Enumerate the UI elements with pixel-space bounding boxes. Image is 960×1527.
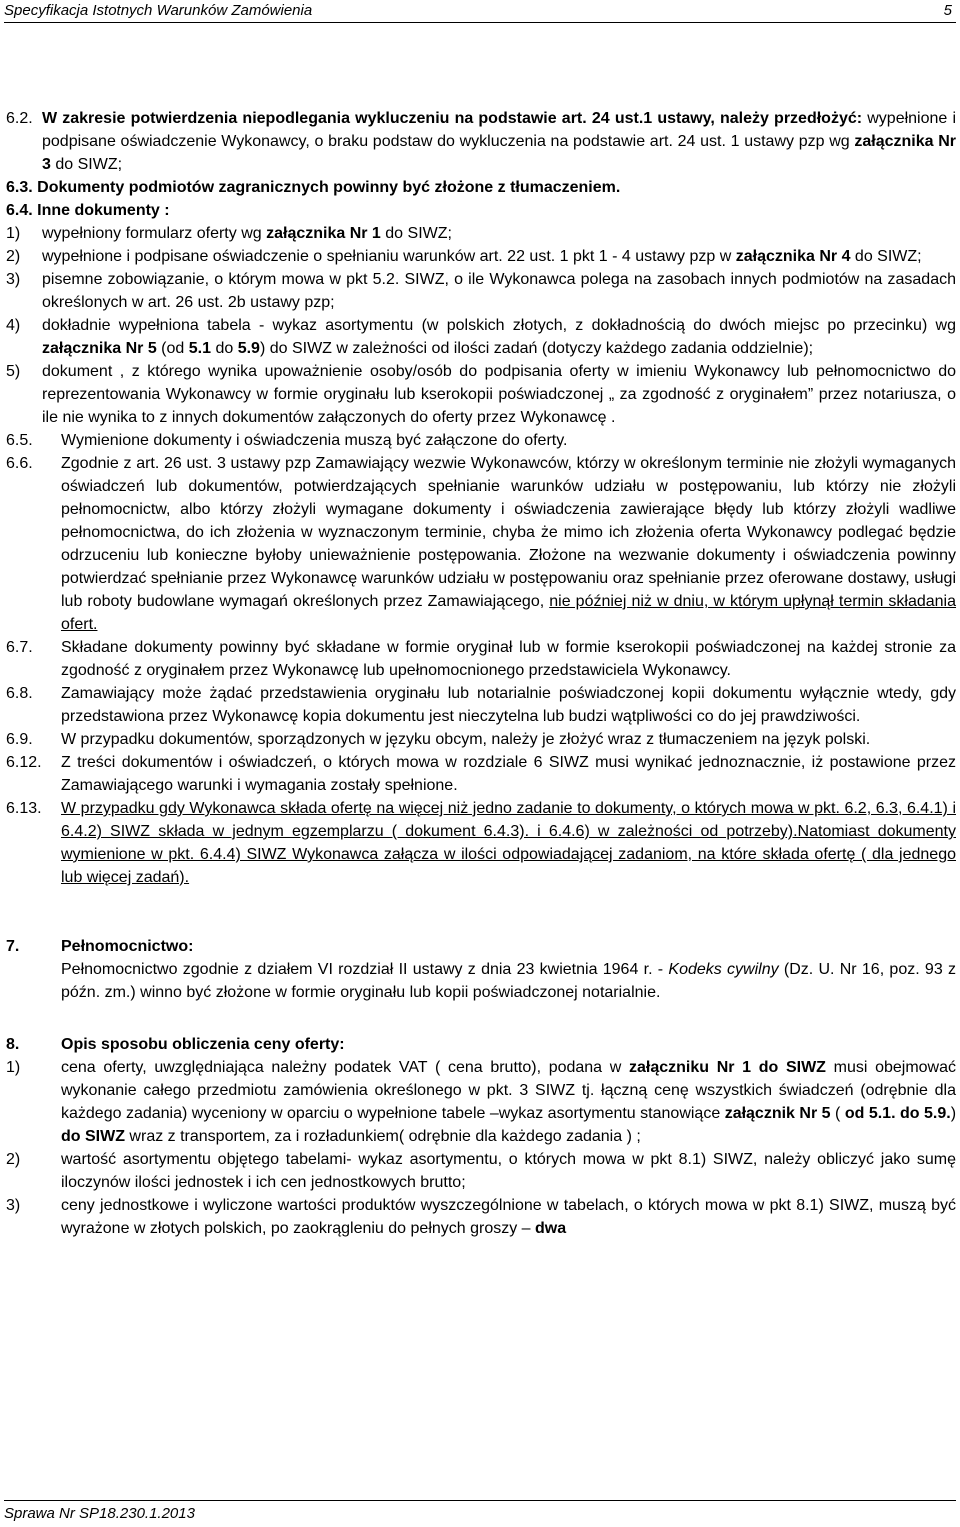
document-body — [6, 107, 956, 1240]
case-number: Sprawa Nr SP18.230.1.2013 — [4, 1505, 195, 1522]
list-item: 1) cena oferty, uwzględniająca należny podatek VAT ( cena brutto), podana w załączniku Nr 1 do SIWZ musi obejmować wykonanie całego przedmiotu zamówienia określonego w pkt. 3 SIWZ tj. łączną cenę wszystkich świadczeń (odrębnie dla każdego zadania) wyceniony w oparciu o wypełnione tabele –wykaz asortymentu stanowiące załącznik Nr 5 ( od 5.1. do 5.9.) do SIWZ wraz z transportem, za i rozładunkiem( odrębnie dla każdego zadania ) ; — [6, 1059, 957, 1145]
section-number: 6.2. — [6, 110, 33, 127]
list-item: 5) dokument , z którego wynika upoważnienie osoby/osób do podpisania oferty w imieniu Wykonawcy lub pełnomocnictwo do reprezentowania Wykonawcy w formie oryginału lub kserokopii poświadczonej „ za zgodność z oryginałem” przez notariusza, o ile nie wynika to z innych dokumentów załączonych do oferty przez Wykonawcę . — [6, 363, 956, 426]
page-header — [4, 0, 956, 23]
section-6-12: 6.12. Z treści dokumentów i oświadczeń, o których mowa w rozdziale 6 SIWZ musi wynikać jednoznacznie, iż postawione przez Zamawiającego warunki i wymagania zostały spełnione. — [6, 754, 956, 794]
section-6-6: 6.6. Zgodnie z art. 26 ust. 3 ustawy pzp Zamawiający wezwie Wykonawców, którzy w określonym terminie nie złożyli wymaganych oświadczeń lub dokumentów, potwierdzających spełnianie warunków udziału w postępowaniu, lub którzy nie złożyli pełnomocnictw, albo którzy złożyli wymagane dokumenty i oświadczenia zawierające błędy lub którzy złożyli wadliwe pełnomocnictwa, do ich złożenia w wyznaczonym terminie, chyba że mimo ich złożenia oferta Wykonawcy podlegać będzie odrzuceniu lub konieczne byłoby unieważnienie postępowania. Złożone na wezwanie dokumenty i oświadczenia powinny potwierdzać spełnianie przez Wykonawcę warunków udziału w postępowaniu oraz spełnianie przez oferowane dostawy, usługi lub roboty budowlane wymagań określonych przez Zamawiającego, nie później niż w dniu, w którym upłynął termin składania ofert. — [6, 455, 957, 633]
list-item: 2) wartość asortymentu objętego tabelami- wykaz asortymentu, o których mowa w pkt 8.1) SIWZ, należy obliczyć jako sumę iloczynów ilości jednostek i ich cen jednostkowych brutto; — [6, 1151, 956, 1191]
section-6-4-title: 6.4. Inne dokumenty : — [6, 202, 170, 219]
section-6-5: 6.5. Wymienione dokumenty i oświadczenia muszą być załączone do oferty. — [6, 432, 568, 449]
section-6-3: 6.3. Dokumenty podmiotów zagranicznych powinny być złożone z tłumaczeniem. — [6, 179, 621, 196]
list-item: 1) wypełniony formularz oferty wg załącznika Nr 1 do SIWZ; — [6, 225, 452, 242]
section-6-7: 6.7. Składane dokumenty powinny być składane w formie oryginał lub w formie kserokopii poświadczonej na każdej stronie za zgodność z oryginałem przez Wykonawcę lub upełnomocnionego przedstawiciela Wykonawcy. — [6, 639, 956, 679]
section-7: 7. Pełnomocnictwo: Pełnomocnictwo zgodnie z działem VI rozdział II ustawy z dnia 23 kwietnia 1964 r. - Kodeks cywilny (Dz. U. Nr 16, poz. 93 z późn. zm.) winno być złożone w formie oryginału lub kopii poświadczonej notarialnie. — [6, 938, 956, 1001]
section-7-title: Pełnomocnictwo: — [61, 938, 194, 955]
section-6-2: 6.2. W zakresie potwierdzenia niepodlegania wykluczeniu na podstawie art. 24 ust.1 ustawy, należy przedłożyć: wypełnione i podpisane oświadczenie Wykonawcy, o braku podstaw do wykluczenia na podstawie art. 24 ust. 1 ustawy pzp wg załącznika Nr 3 do SIWZ; — [6, 107, 956, 176]
section-8: 8. Opis sposobu obliczenia ceny oferty: — [6, 1033, 956, 1056]
list-item: 2) wypełnione i podpisane oświadczenie o spełnianiu warunków art. 22 ust. 1 pkt 1 - 4 ustawy pzp w załącznika Nr 4 do SIWZ; — [6, 248, 922, 265]
section-6-13: 6.13. W przypadku gdy Wykonawca składa ofertę na więcej niż jedno zadanie to dokumenty, o których mowa w pkt. 6.2, 6.3, 6.4.1) i 6.4.2) SIWZ składa w jednym egzemplarzu ( dokument 6.4.3). i 6.4.6) w zależności od potrzeby).Natomiast dokumenty wymienione w pkt. 6.4.4) SIWZ Wykonawca załącza w ilości odpowiadającej zadaniom, na które składa ofertę ( dla jednego lub więcej zadań). — [6, 800, 956, 886]
list-item: 3) pisemne zobowiązanie, o którym mowa w pkt 5.2. SIWZ, o ile Wykonawca polega na zasobach innych podmiotów na zasadach określonych w art. 26 ust. 2b ustawy pzp; — [6, 271, 956, 311]
section-8-title: Opis sposobu obliczenia ceny oferty: — [61, 1036, 345, 1053]
page-footer — [4, 1500, 956, 1525]
section-6-2-bold: W zakresie potwierdzenia niepodlegania wykluczeniu na podstawie art. 24 ust.1 ustawy, należy przedłożyć: — [42, 110, 863, 127]
list-item: 3) ceny jednostkowe i wyliczone wartości produktów wyszczególnione w tabelach, o których mowa w pkt 8.1) SIWZ, muszą być wyrażone w złotych polskich, po zaokrągleniu do pełnych groszy – dwa — [6, 1197, 956, 1237]
section-6-8: 6.8. Zamawiający może żądać przedstawienia oryginału lub notarialnie poświadczonej kopii dokumentu wyłącznie wtedy, gdy przedstawiona przez Wykonawcę kopia dokumentu jest nieczytelna lub budzi wątpliwości co do jej prawdziwości. — [6, 685, 956, 725]
page-number: 5 — [943, 2, 952, 19]
document-title: Specyfikacja Istotnych Warunków Zamówienia — [4, 2, 313, 19]
list-item: 4) dokładnie wypełniona tabela - wykaz asortymentu (w polskich złotych, z dokładnością do dwóch miejsc po przecinku) wg załącznika Nr 5 (od 5.1 do 5.9) do SIWZ w zależności od ilości zadań (dotyczy każdego zadania oddzielnie); — [6, 317, 956, 357]
section-6-9: 6.9. W przypadku dokumentów, sporządzonych w języku obcym, należy je złożyć wraz z tłumaczeniem na język polski. — [6, 731, 871, 748]
